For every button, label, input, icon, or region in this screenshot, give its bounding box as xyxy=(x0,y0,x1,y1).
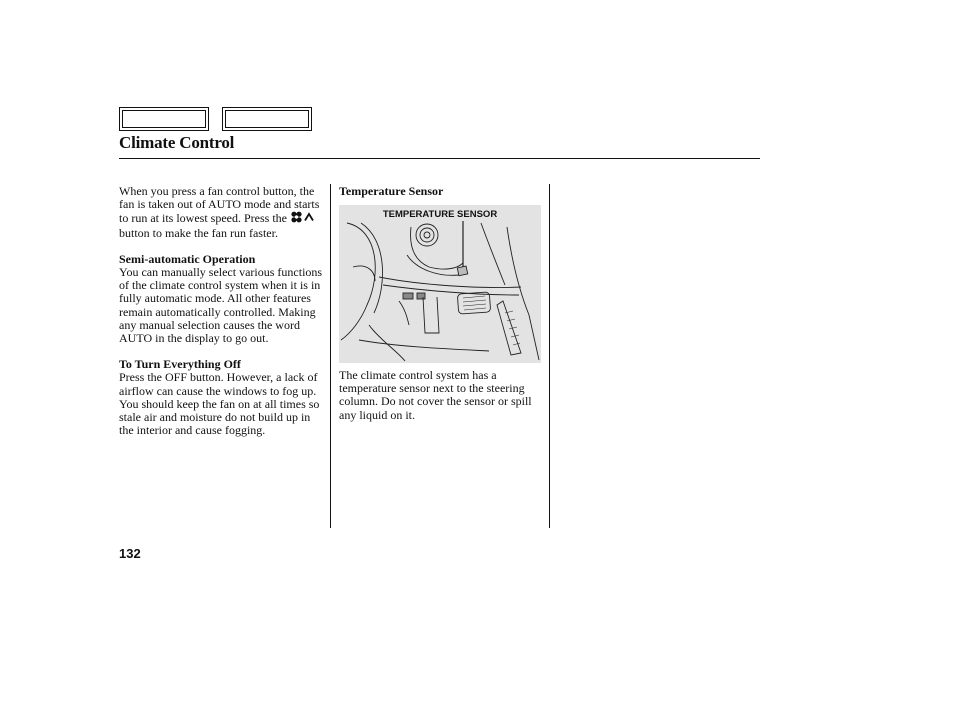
middle-column-body xyxy=(339,369,539,422)
intro-paragraph xyxy=(119,185,324,240)
intro-text-end: button to make the fan run faster. xyxy=(119,225,278,240)
temperature-sensor-figure xyxy=(339,205,541,363)
middle-column xyxy=(339,185,544,198)
dashboard-illustration xyxy=(339,205,541,363)
fan-up-icon xyxy=(290,211,314,226)
nav-tab-box-1[interactable] xyxy=(119,107,209,131)
semi-automatic-body: You can manually select various functions of the climate control system when it is in fully automatic mode. All other features remain automatically controlled. Making any manual selection causes the word AUTO in the display to go out. xyxy=(119,265,323,346)
nav-tab-box-2[interactable] xyxy=(222,107,312,131)
semi-automatic-heading: Semi-automatic Operation xyxy=(119,251,256,266)
page-number: 132 xyxy=(119,546,141,561)
title-rule xyxy=(119,158,760,159)
left-column xyxy=(119,185,324,437)
column-divider-2 xyxy=(549,184,550,528)
column-divider-1 xyxy=(330,184,331,528)
turn-off-body: Press the OFF button. However, a lack of airflow can cause the windows to fog up. You should keep the fan on at all times so stale air and moisture do not build up in the interior and cause fogging. xyxy=(119,370,320,438)
temperature-sensor-heading: Temperature Sensor xyxy=(339,184,444,198)
page-title: Climate Control xyxy=(119,133,235,152)
figure-label: TEMPERATURE SENSOR xyxy=(382,209,498,220)
intro-text-start: When you press a fan control button, the fan is taken out of AUTO mode and starts to run at its lowest speed. Press the xyxy=(119,184,320,226)
temperature-sensor-body: The climate control system has a temperature sensor next to the steering column. Do not cover the sensor or spill any liquid on it. xyxy=(339,368,532,422)
turn-off-heading: To Turn Everything Off xyxy=(119,357,241,372)
